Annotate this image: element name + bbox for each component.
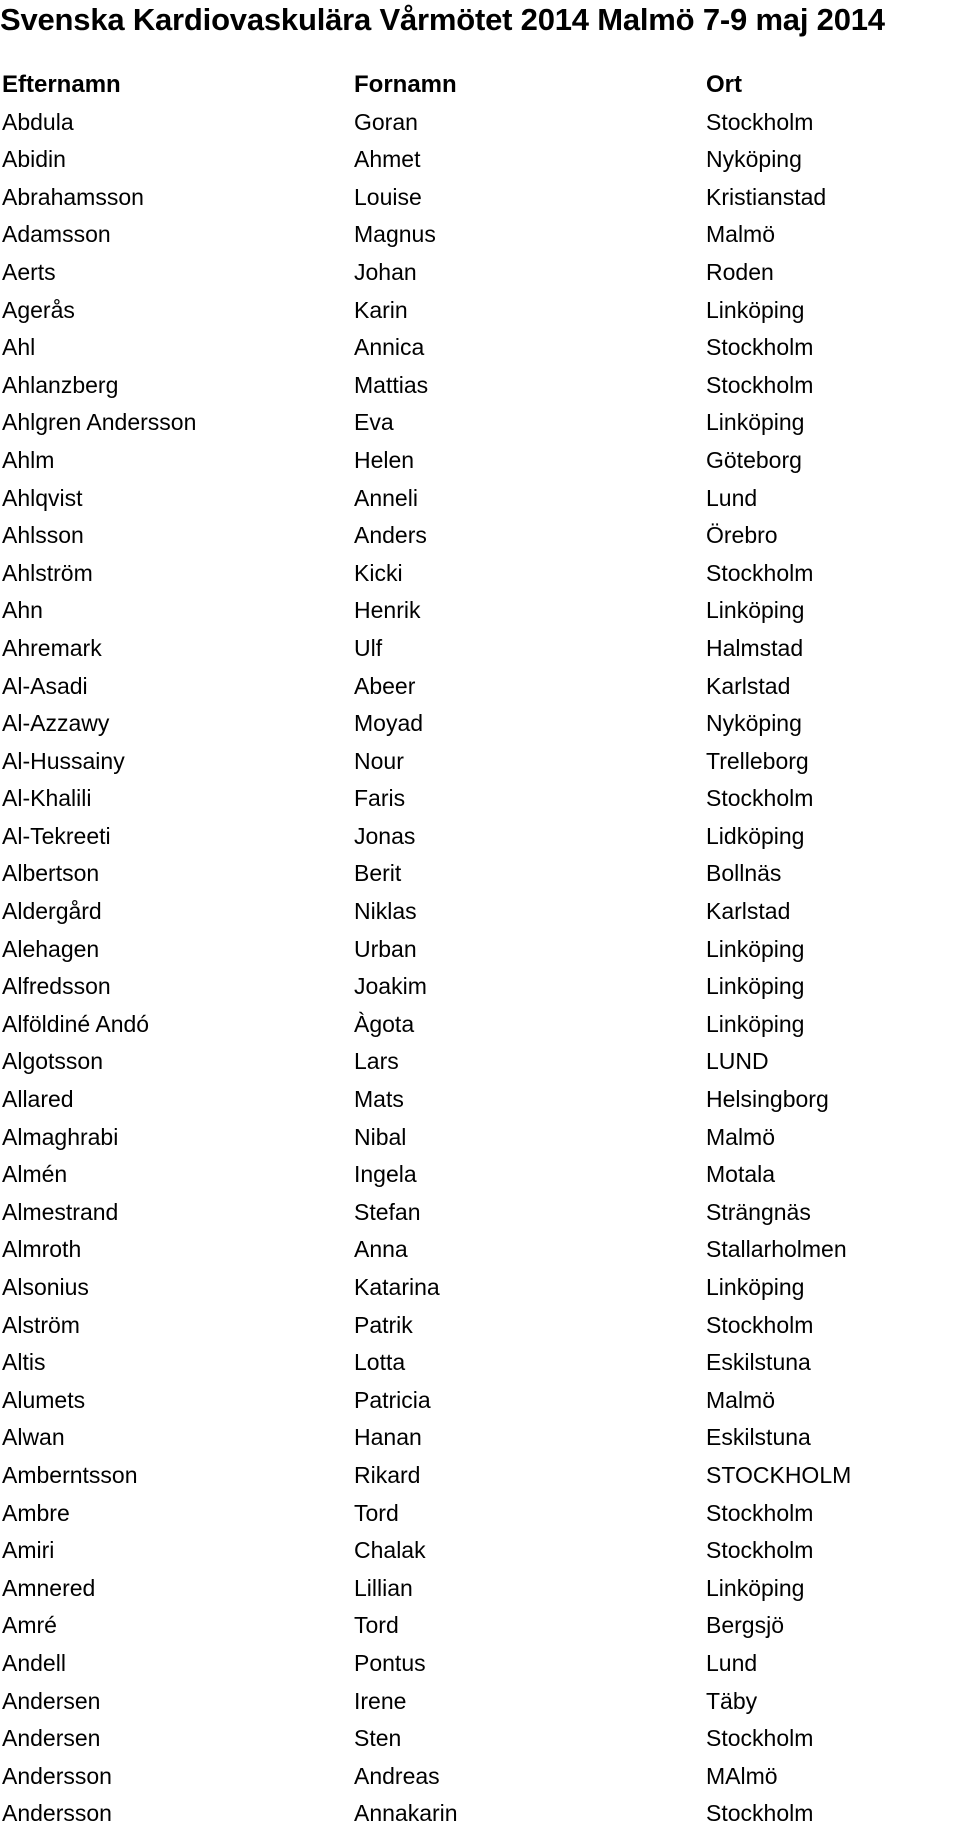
table-row (0, 818, 960, 856)
cell-efternamn: Ahlgren Andersson (2, 409, 197, 436)
table-row (0, 1795, 960, 1833)
cell-ort: Linköping (706, 1574, 805, 1601)
cell-ort: Eskilstuna (706, 1349, 811, 1376)
cell-ort: Stockholm (706, 1725, 814, 1752)
cell-fornamn: Kicki (354, 559, 403, 586)
cell-fornamn: Tord (354, 1612, 399, 1639)
cell-efternamn: Alström (2, 1311, 80, 1338)
table-row (0, 592, 960, 630)
table-row (0, 1720, 960, 1758)
table-row (0, 780, 960, 818)
cell-efternamn: Amré (2, 1612, 57, 1639)
table-row (0, 404, 960, 442)
table-row (0, 179, 960, 217)
cell-ort: Stockholm (706, 1800, 814, 1827)
cell-ort: Linköping (706, 597, 805, 624)
cell-efternamn: Abdula (2, 108, 74, 135)
cell-fornamn: Irene (354, 1687, 407, 1714)
cell-efternamn: Alföldiné Andó (2, 1010, 150, 1037)
column-header-fornamn: Fornamn (354, 71, 457, 98)
table-row (0, 1119, 960, 1157)
table-row (0, 1269, 960, 1307)
table-row (0, 855, 960, 893)
cell-ort: Stockholm (706, 108, 814, 135)
cell-efternamn: Al-Khalili (2, 785, 92, 812)
cell-fornamn: Mattias (354, 371, 429, 398)
cell-efternamn: Alsonius (2, 1274, 89, 1300)
cell-ort: Malmö (706, 1123, 776, 1150)
cell-efternamn: Aldergård (2, 898, 102, 925)
cell-ort: Lund (706, 1649, 758, 1676)
cell-efternamn: Al-Asadi (2, 672, 88, 699)
table-row (0, 1607, 960, 1645)
cell-fornamn: Berit (354, 860, 402, 887)
participant-table (0, 66, 960, 1833)
cell-ort: MAlmö (706, 1762, 778, 1789)
page-title: Svenska Kardiovaskulära Vårmötet 2014 Malmö 7-9 maj 2014 (0, 2, 885, 37)
cell-ort: Linköping (706, 1010, 805, 1037)
cell-ort: Strängnäs (706, 1198, 811, 1225)
cell-ort: Nyköping (706, 146, 802, 173)
cell-fornamn: Karin (354, 296, 408, 323)
cell-ort: Stallarholmen (706, 1236, 847, 1263)
cell-fornamn: Ingela (354, 1161, 417, 1188)
cell-efternamn: Ahlström (2, 559, 93, 586)
cell-ort: Stockholm (706, 785, 814, 812)
table-row (0, 292, 960, 330)
cell-fornamn: Hanan (354, 1424, 422, 1451)
cell-ort: Linköping (706, 409, 805, 436)
table-row (0, 480, 960, 518)
cell-ort: Bollnäs (706, 860, 782, 887)
cell-ort: Lund (706, 484, 758, 511)
cell-efternamn: Alwan (2, 1424, 65, 1451)
cell-fornamn: Faris (354, 785, 406, 812)
table-row (0, 668, 960, 706)
cell-ort: STOCKHOLM (706, 1461, 852, 1488)
cell-efternamn: Ahlqvist (2, 484, 83, 511)
cell-ort: Örebro (706, 522, 778, 549)
cell-ort: Göteborg (706, 446, 802, 473)
table-row (0, 1457, 960, 1495)
cell-fornamn: Henrik (354, 597, 421, 624)
table-header-row (0, 66, 960, 104)
table-row (0, 893, 960, 931)
cell-ort: Stockholm (706, 559, 814, 586)
cell-efternamn: Almaghrabi (2, 1123, 119, 1150)
cell-ort: Helsingborg (706, 1086, 829, 1113)
cell-efternamn: Alumets (2, 1386, 86, 1413)
cell-ort: Roden (706, 258, 774, 285)
table-row (0, 254, 960, 292)
table-row (0, 216, 960, 254)
cell-ort: Bergsjö (706, 1612, 784, 1639)
cell-efternamn: Amnered (2, 1574, 96, 1601)
cell-efternamn: Ahlm (2, 446, 55, 473)
cell-fornamn: Rikard (354, 1461, 421, 1488)
cell-efternamn: Andersen (2, 1725, 101, 1752)
cell-ort: Lidköping (706, 822, 805, 849)
cell-efternamn: Abrahamsson (2, 183, 144, 210)
cell-efternamn: Almroth (2, 1236, 82, 1263)
cell-ort: Linköping (706, 973, 805, 1000)
table-row (0, 442, 960, 480)
table-row (0, 968, 960, 1006)
cell-fornamn: Louise (354, 183, 422, 210)
cell-fornamn: Àgota (354, 1010, 415, 1037)
cell-efternamn: Abidin (2, 146, 66, 173)
cell-ort: Kristianstad (706, 183, 827, 210)
cell-ort: Karlstad (706, 898, 791, 925)
cell-efternamn: Ambre (2, 1499, 70, 1526)
cell-fornamn: Patricia (354, 1386, 431, 1413)
table-row (0, 1532, 960, 1570)
cell-fornamn: Andreas (354, 1762, 440, 1789)
table-row (0, 1307, 960, 1345)
cell-fornamn: Urban (354, 935, 417, 962)
cell-fornamn: Ahmet (354, 146, 421, 173)
table-row (0, 1156, 960, 1194)
cell-fornamn: Katarina (354, 1274, 440, 1300)
cell-efternamn: Ahlanzberg (2, 371, 119, 398)
cell-fornamn: Tord (354, 1499, 399, 1526)
column-header-efternamn: Efternamn (2, 71, 121, 98)
table-row (0, 1758, 960, 1796)
table-row (0, 1231, 960, 1269)
table-row (0, 1495, 960, 1533)
cell-fornamn: Ulf (354, 634, 383, 661)
cell-efternamn: Altis (2, 1349, 46, 1376)
table-row (0, 630, 960, 668)
cell-fornamn: Anders (354, 522, 427, 549)
cell-efternamn: Almestrand (2, 1198, 119, 1225)
cell-ort: Karlstad (706, 672, 791, 699)
table-row (0, 1081, 960, 1119)
cell-fornamn: Anna (354, 1236, 408, 1263)
table-row (0, 1194, 960, 1232)
cell-ort: Linköping (706, 296, 805, 323)
cell-efternamn: Al-Tekreeti (2, 822, 111, 849)
cell-fornamn: Chalak (354, 1537, 426, 1564)
cell-fornamn: Moyad (354, 710, 424, 737)
cell-efternamn: Andersen (2, 1687, 101, 1714)
cell-fornamn: Nour (354, 747, 404, 774)
cell-efternamn: Al-Azzawy (2, 710, 110, 737)
cell-fornamn: Eva (354, 409, 394, 436)
cell-ort: Linköping (706, 935, 805, 962)
cell-fornamn: Goran (354, 108, 418, 135)
cell-fornamn: Stefan (354, 1198, 421, 1225)
cell-fornamn: Lotta (354, 1349, 406, 1376)
table-row (0, 1382, 960, 1420)
cell-efternamn: Alfredsson (2, 973, 111, 1000)
cell-fornamn: Annica (354, 334, 425, 361)
table-row (0, 743, 960, 781)
cell-efternamn: Alehagen (2, 935, 100, 962)
cell-fornamn: Niklas (354, 898, 417, 925)
cell-fornamn: Sten (354, 1725, 402, 1752)
cell-fornamn: Joakim (354, 973, 427, 1000)
cell-efternamn: Al-Hussainy (2, 747, 125, 774)
cell-efternamn: Aerts (2, 258, 56, 285)
cell-efternamn: Andell (2, 1649, 66, 1676)
cell-ort: Eskilstuna (706, 1424, 811, 1451)
cell-efternamn: Ahn (2, 597, 43, 624)
cell-ort: Stockholm (706, 334, 814, 361)
cell-ort: Malmö (706, 1386, 776, 1413)
cell-ort: Linköping (706, 1274, 805, 1300)
cell-efternamn: Ahlsson (2, 522, 84, 549)
cell-fornamn: Patrik (354, 1311, 413, 1338)
table-body (0, 104, 960, 1833)
cell-fornamn: Annakarin (354, 1800, 458, 1827)
cell-efternamn: Allared (2, 1086, 74, 1113)
table-row (0, 931, 960, 969)
cell-fornamn: Jonas (354, 822, 416, 849)
cell-efternamn: Ahremark (2, 634, 102, 661)
cell-ort: Motala (706, 1161, 776, 1188)
cell-efternamn: Almén (2, 1161, 68, 1188)
cell-fornamn: Anneli (354, 484, 418, 511)
table-row (0, 141, 960, 179)
table-row (0, 705, 960, 743)
cell-ort: LUND (706, 1048, 769, 1075)
cell-ort: Stockholm (706, 1311, 814, 1338)
cell-efternamn: Amberntsson (2, 1461, 138, 1488)
cell-ort: Stockholm (706, 371, 814, 398)
table-row (0, 555, 960, 593)
table-row (0, 1645, 960, 1683)
cell-efternamn: Andersson (2, 1762, 112, 1789)
cell-fornamn: Mats (354, 1086, 404, 1113)
cell-efternamn: Ahl (2, 334, 36, 361)
table-row (0, 517, 960, 555)
table-row (0, 1570, 960, 1608)
cell-fornamn: Magnus (354, 221, 436, 248)
cell-ort: Nyköping (706, 710, 802, 737)
cell-efternamn: Agerås (2, 296, 75, 323)
table-row (0, 1043, 960, 1081)
cell-ort: Stockholm (706, 1499, 814, 1526)
table-row (0, 329, 960, 367)
column-header-ort: Ort (706, 71, 742, 98)
table-row (0, 367, 960, 405)
cell-fornamn: Abeer (354, 672, 416, 699)
cell-efternamn: Adamsson (2, 221, 111, 248)
cell-efternamn: Andersson (2, 1800, 112, 1827)
cell-fornamn: Pontus (354, 1649, 426, 1676)
table-row (0, 1006, 960, 1044)
table-row (0, 104, 960, 142)
cell-fornamn: Nibal (354, 1123, 407, 1150)
cell-efternamn: Algotsson (2, 1048, 104, 1075)
cell-ort: Malmö (706, 221, 776, 248)
cell-efternamn: Amiri (2, 1537, 55, 1564)
cell-fornamn: Lillian (354, 1574, 413, 1601)
cell-fornamn: Johan (354, 258, 417, 285)
cell-fornamn: Helen (354, 446, 415, 473)
cell-ort: Trelleborg (706, 747, 809, 774)
cell-efternamn: Albertson (2, 860, 100, 887)
cell-ort: Stockholm (706, 1537, 814, 1564)
table-row (0, 1683, 960, 1721)
table-row (0, 1344, 960, 1382)
cell-fornamn: Lars (354, 1048, 399, 1075)
cell-ort: Halmstad (706, 634, 804, 661)
cell-ort: Täby (706, 1687, 758, 1714)
table-row (0, 1419, 960, 1457)
